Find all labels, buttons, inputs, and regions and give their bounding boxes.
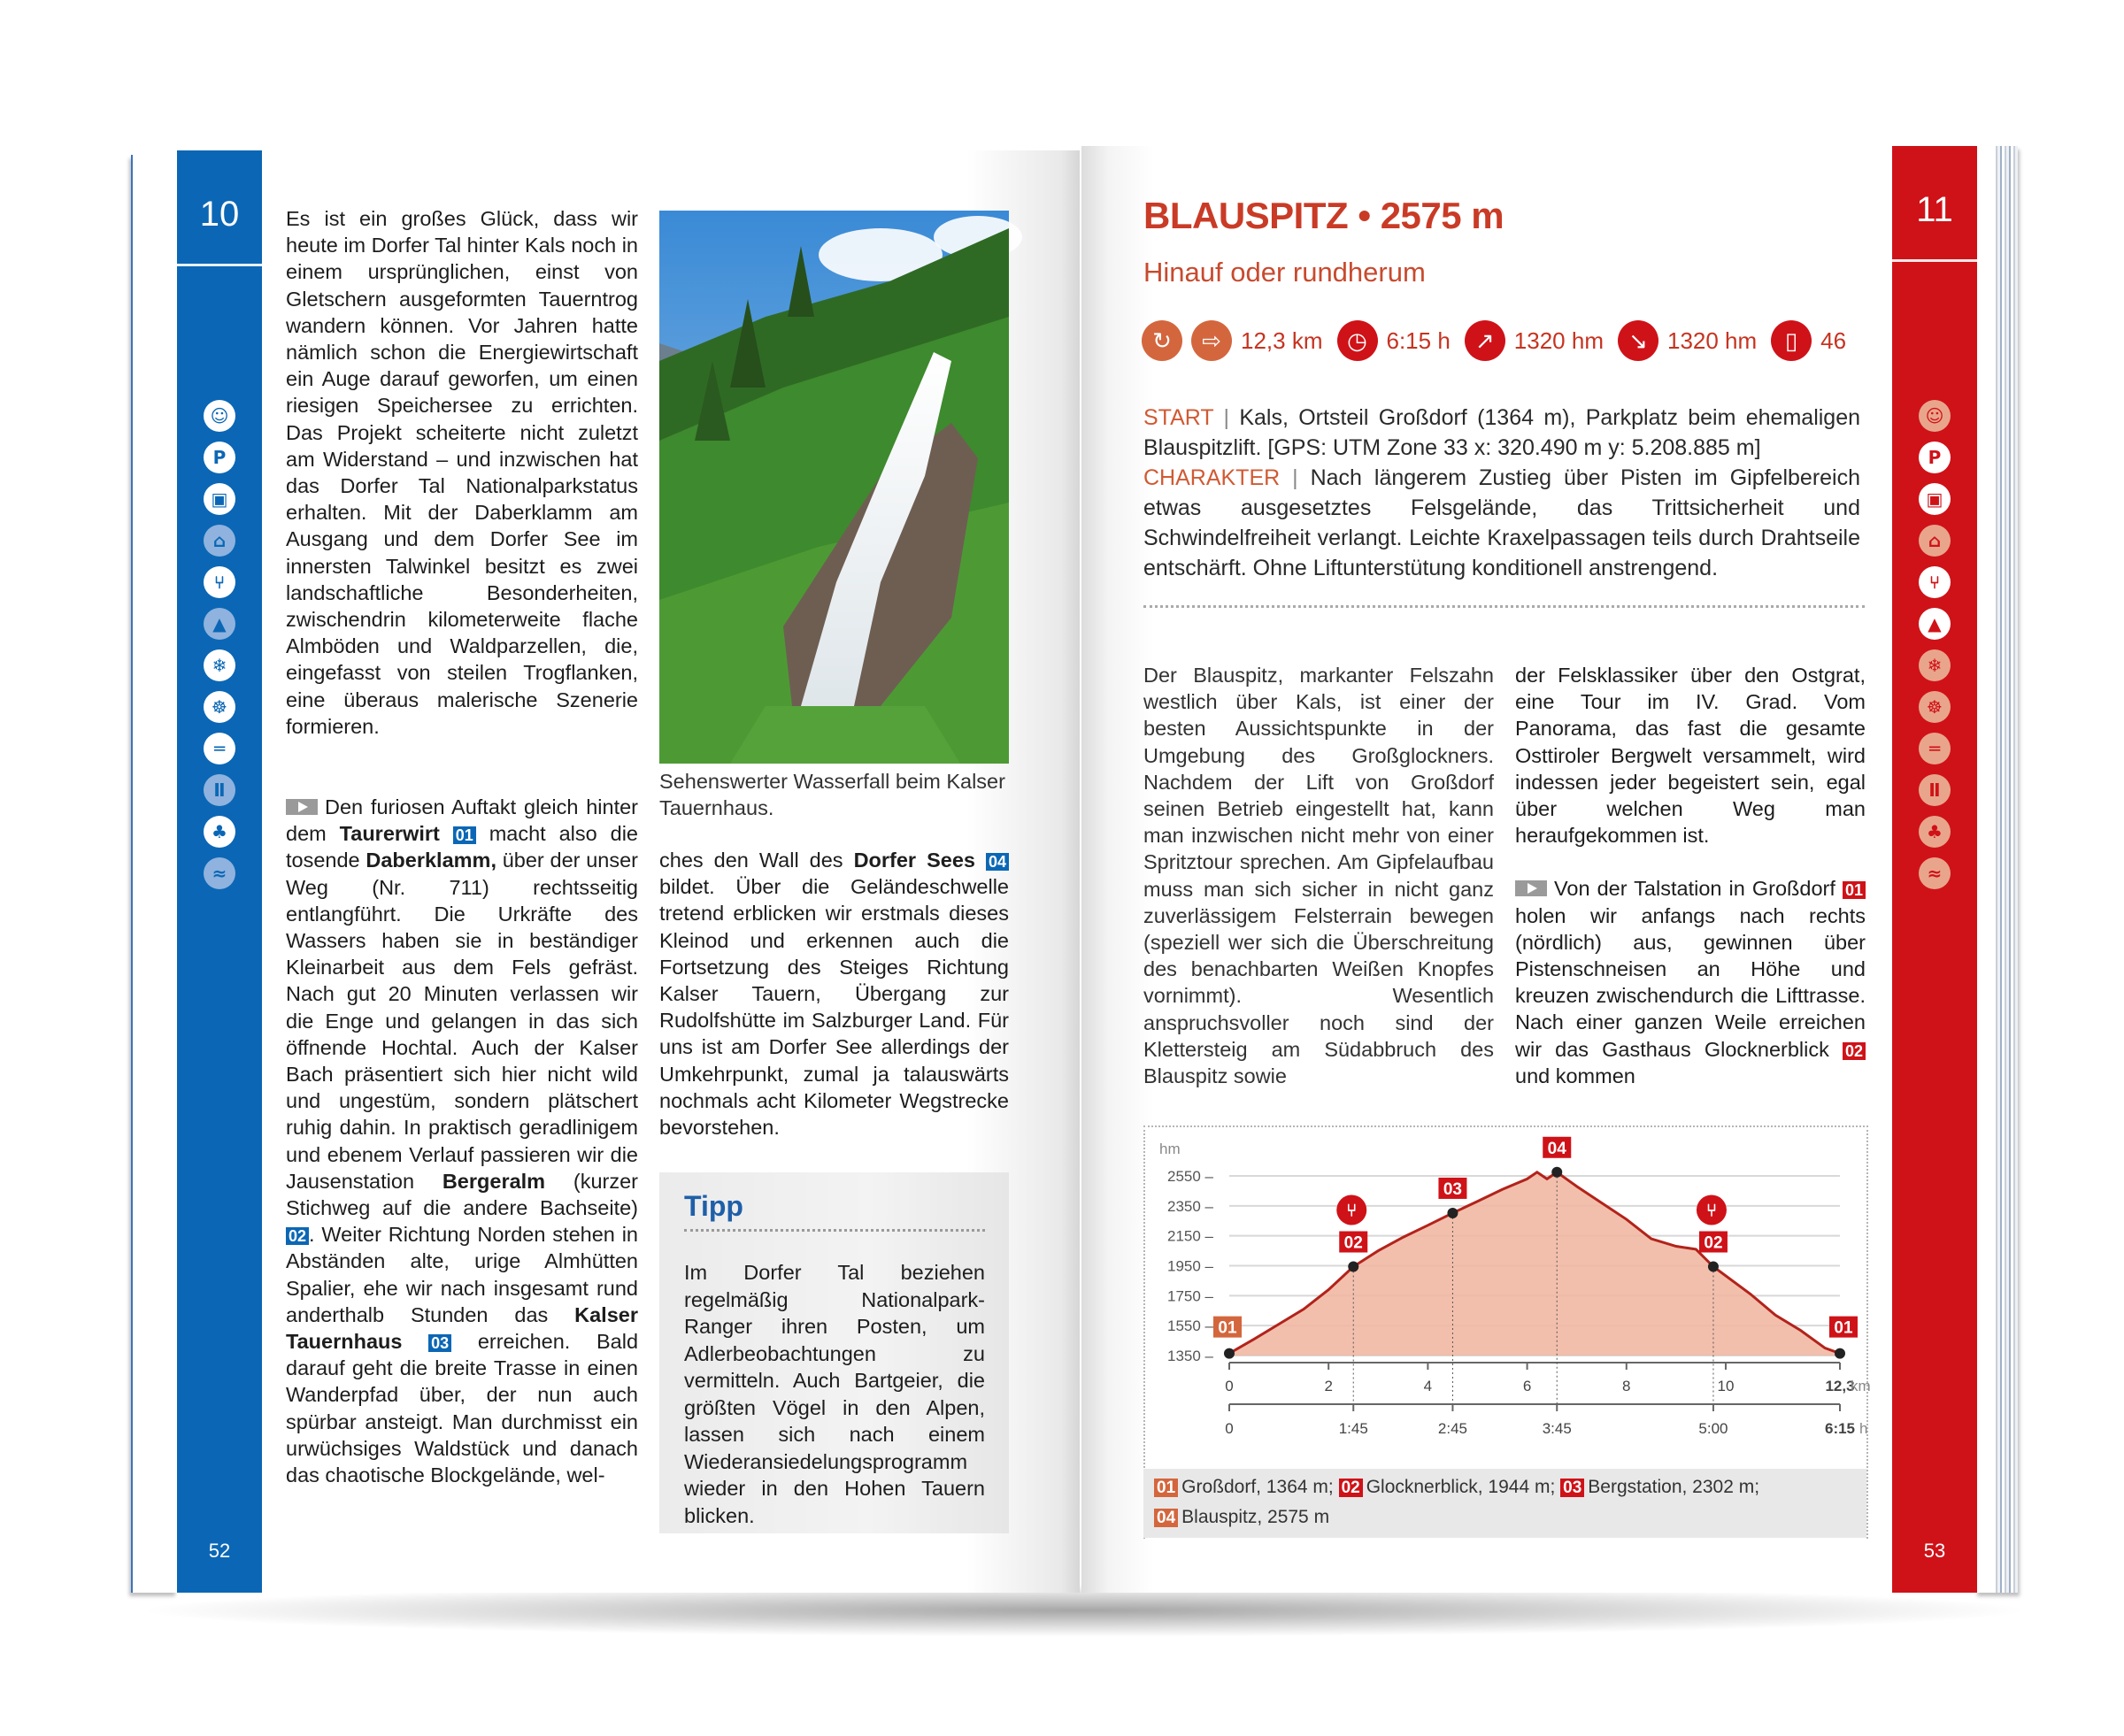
panorama-paragraph: der Felsklassiker über den Ostgrat, eine Tour im IV. Grad. Vom Panorama, das fast die gesamte Osttiroler Bergwelt versammelt, wird indessen jeder begeistert sein, egal über welchen Weg man heraufgekommen ist. xyxy=(1515,664,1866,848)
parking-icon: P xyxy=(204,442,235,473)
waypoint-marker xyxy=(1708,1262,1719,1272)
y-tick-label: 2550 – xyxy=(1167,1168,1213,1185)
duration-value: 6:15 h xyxy=(1386,326,1451,354)
x-axis-unit: km xyxy=(1851,1378,1871,1394)
waypoint-marker xyxy=(1835,1348,1845,1359)
legend-text: Blauspitz, 2575 m xyxy=(1181,1507,1330,1527)
map-pages-icon: ▯ xyxy=(1771,320,1812,361)
parking-icon: P xyxy=(1919,442,1951,473)
restaurant-glyph: ⑂ xyxy=(1705,1201,1717,1221)
right-category-icons xyxy=(1915,400,1954,899)
time-tick-label: 2:45 xyxy=(1437,1420,1467,1437)
signpost-icon: ⇨ xyxy=(1191,320,1232,361)
legend-badge: 02 xyxy=(1339,1479,1363,1497)
swim-icon: ≈ xyxy=(204,857,235,889)
museum-icon: Ⅱ xyxy=(1919,774,1951,806)
y-tick-label: 2350 – xyxy=(1167,1197,1213,1215)
right-col2-text: der Felsklassiker über den Ostgrat, eine Tour im IV. Grad. Vom Panorama, das fast die gesamte Osttiroler Bergwelt versammelt, wird indessen jeder begeistert sein, egal über welchen Weg man heraufgekommen ist. Von der Talstation in Großdorf 01 holen wir anfangs nach rechts (nördlich) aus, gewinnen über Pistenschneisen an Höhe und kreuzen zwischendurch die Lifttrasse. Nach einer ganzen Weile erreichen wir das Gasthaus Glocknerblick 02 und kommen xyxy=(1515,664,1866,1087)
route-play-icon xyxy=(286,799,318,815)
description-paragraph: Der Blauspitz, markanter Felszahn westlich über Kals, ist einer der besten Aussichtspunkte in der Umgebung des Großglockners. Nachdem der Lift von Großdorf seinen Betrieb eingestellt hat, kann man inzwischen nicht mehr von einer Spritztour sprechen. Am Gipfelaufbau muss man sich sicher in nicht ganz zuverlässigem Felsterrain bewegen (speziell wer sich die Überschreitung des benachbarten Weißen Knopfes vornimmt). Wesentlich anspruchsvoller noch sind der Klettersteig am Südabbruch des Blauspitz sowie xyxy=(1143,664,1494,1088)
waypoint-label: 01 xyxy=(1834,1318,1853,1338)
restaurant-icon: ⑂ xyxy=(1919,566,1951,598)
legend-text: Großdorf, 1364 m; xyxy=(1181,1477,1334,1497)
tour-subtitle: Hinauf oder rundherum xyxy=(1143,257,1426,288)
summit-icon: ▲ xyxy=(204,608,235,640)
swim-icon: ≈ xyxy=(1919,857,1951,889)
photo-caption: Sehenswerter Wasserfall beim Kalser Tauernhaus. xyxy=(659,770,1005,819)
page-number: 52 xyxy=(208,1540,231,1562)
waypoint-marker xyxy=(1551,1167,1562,1178)
x-tick-label: 10 xyxy=(1717,1378,1735,1394)
tree-icon: ♣ xyxy=(1919,816,1951,848)
clock-icon: ◷ xyxy=(1337,320,1378,361)
summit-icon: ▲ xyxy=(1919,608,1951,640)
cable-car-icon: ⌂ xyxy=(1919,525,1951,557)
waypoint-label: 04 xyxy=(1547,1139,1566,1158)
x-tick-label: 4 xyxy=(1423,1378,1433,1394)
distance-value: 12,3 km xyxy=(1241,326,1323,354)
loop-icon: ↻ xyxy=(1142,320,1182,361)
restaurant-icon: ⑂ xyxy=(204,566,235,598)
waypoint-label: 01 xyxy=(1218,1318,1237,1338)
bear-icon: ☺ xyxy=(204,400,235,432)
waterfall-illustration xyxy=(659,211,1009,764)
waypoint-badge: 03 xyxy=(428,1334,451,1352)
waypoint-marker xyxy=(1447,1208,1458,1218)
time-tick-label: 1:45 xyxy=(1338,1420,1368,1437)
descent-value: 1320 hm xyxy=(1666,326,1758,354)
waypoint-label: 03 xyxy=(1443,1179,1463,1199)
tab-divider xyxy=(177,264,262,266)
character-label: CHARAKTER xyxy=(1143,465,1281,490)
left-col2-text: ches den Wall des Dorfer Sees 04 bildet. Über die Geländeschwelle tretend erblicken wir erstmals dieses Kleinod und erkennen auch die Fortsetzung des Steiges Richtung Kalser Tauern, Übergang zur Rudolfshütte im Salzburger Land. Für uns ist am Dorfer See allerdings der Umkehrpunkt, zumal ja talauswärts nochmals acht Kilometer Wegstrecke bevorstehen. xyxy=(659,849,1009,1140)
route-play-icon xyxy=(1515,880,1547,896)
tip-divider xyxy=(684,1229,985,1232)
y-axis-label: hm xyxy=(1159,1141,1181,1157)
waypoint-legend xyxy=(1143,1469,1866,1538)
character-text: Nach längerem Zustieg über Pisten im Gipfelbereich etwas ausgesetztes Felsgelände, das Trittsicherheit und Schwindelfreiheit verlangt. Leichte Kraxelpassagen teils durch Drahtseile entschärft. Ohne Liftunterstütung konditionell anstrengend. xyxy=(1143,465,1861,580)
y-tick-label: 1750 – xyxy=(1167,1287,1213,1305)
waypoint-marker xyxy=(1348,1262,1358,1272)
waypoint-badge: 02 xyxy=(1843,1042,1866,1060)
snowflake-icon: ❄ xyxy=(1919,649,1951,681)
tab-divider xyxy=(1892,259,1977,262)
tip-text: Im Dorfer Tal beziehen regelmäßig Nationalpark-Ranger ihren Posten, um Adlerbeobachtungen zu vermitteln. Auch Bartgeier, die größten Vögel in den Alpen, lassen sich nach einem Wiederansiedelungsprogramm wieder in den Hohen Tauern blicken. xyxy=(684,1261,985,1527)
waypoint-badge: 04 xyxy=(986,853,1009,871)
waypoint-marker xyxy=(1224,1348,1235,1359)
waypoint-label: 02 xyxy=(1343,1233,1363,1253)
left-category-icons xyxy=(200,400,239,899)
ascent-value: 1320 hm xyxy=(1513,326,1604,354)
left-tour-tab xyxy=(177,150,262,1593)
info-divider xyxy=(1143,605,1865,608)
time-tick-label: 5:00 xyxy=(1698,1420,1728,1437)
time-axis-unit: h xyxy=(1859,1420,1868,1437)
time-tick-label: 3:45 xyxy=(1542,1420,1572,1437)
waypoint-badge: 02 xyxy=(286,1227,309,1245)
bike-icon: ☸ xyxy=(1919,691,1951,723)
legend-badge: 04 xyxy=(1154,1509,1178,1527)
waypoint-label: 02 xyxy=(1704,1233,1723,1253)
elevation-chart-svg xyxy=(1145,1127,1871,1472)
legend-text: Glocknerblick, 1944 m; xyxy=(1366,1477,1556,1497)
left-route-text: Den furiosen Auftakt gleich hinter dem Taurerwirt 01 macht also die tosende Daberklamm, über der unser Weg (Nr. 711) rechtsseitig entlangführt. Die Urkräfte des Wassers haben sie in beständiger Kleinarbeit aus dem Fels gefräst. Nach gut 20 Minuten verlassen wir die Enge und gelangen in das sich öffnende Hochtal. Auch der Kalser Bach präsentiert sich hier nicht wild und ungestüm, sondern plätschert ruhig dahin. In praktisch geradlinigem und ebenem Verlauf passieren wir die Jausenstation Bergeralm (kurzer Stichweg auf die andere Bachseite) 02 . Weiter Richtung Norden stehen in Abständen alte, urige Almhütten Spalier, ehe wir nach insgesamt rund anderthalb Stunden das Kalser Tauernhaus 03 erreichen. Bald darauf geht die breite Trasse in einen Wanderpfad über, der nun auch spürbar ansteigt. Man durchmisst ein urwüchsiges Waldstück und danach das chaotische Blockgelände, wel- xyxy=(286,795,639,1487)
tour-stats xyxy=(1142,320,1860,361)
y-tick-label: 1350 – xyxy=(1167,1348,1213,1364)
legend-text: Bergstation, 2302 m; xyxy=(1588,1477,1760,1497)
page-number: 53 xyxy=(1923,1540,1946,1562)
x-tick-label: 12,3 xyxy=(1825,1378,1855,1394)
cable-car-icon: ⌂ xyxy=(204,525,235,557)
left-intro-text xyxy=(286,205,638,740)
x-tick-label: 0 xyxy=(1225,1378,1234,1394)
tree-icon: ♣ xyxy=(204,816,235,848)
tip-title: Tipp xyxy=(684,1190,743,1222)
start-text: Kals, Ortsteil Großdorf (1364 m), Parkplatz beim ehemaligen Blauspitzlift. [GPS: UTM Zone 33 x: 320.490 m y: 5.208.885 m] xyxy=(1143,405,1861,460)
y-tick-label: 1950 – xyxy=(1167,1257,1213,1275)
restaurant-glyph: ⑂ xyxy=(1346,1201,1358,1221)
waypoint-badge: 01 xyxy=(453,826,476,844)
x-tick-label: 8 xyxy=(1622,1378,1631,1394)
elevation-area xyxy=(1229,1172,1840,1356)
legend-badge: 03 xyxy=(1560,1479,1584,1497)
x-tick-label: 2 xyxy=(1324,1378,1333,1394)
time-tick-label: 0 xyxy=(1225,1420,1234,1437)
time-tick-label: 6:15 xyxy=(1824,1420,1856,1437)
ascent-icon: ↗ xyxy=(1465,320,1505,361)
bus-icon: ▣ xyxy=(1919,483,1951,515)
tour-number: 11 xyxy=(1916,190,1953,229)
bike-icon: ☸ xyxy=(204,691,235,723)
legend-badge: 01 xyxy=(1154,1479,1178,1497)
waypoint-badge: 01 xyxy=(1843,881,1866,899)
x-tick-label: 6 xyxy=(1522,1378,1532,1394)
right-col1-text xyxy=(1143,662,1494,1089)
y-tick-label: 1550 – xyxy=(1167,1317,1213,1335)
bed-icon: ═ xyxy=(204,733,235,764)
tour-number: 10 xyxy=(199,195,240,234)
bed-icon: ═ xyxy=(1919,733,1951,764)
descent-icon: ↘ xyxy=(1618,320,1658,361)
snowflake-icon: ❄ xyxy=(204,649,235,681)
tour-title: BLAUSPITZ • 2575 m xyxy=(1143,195,1504,236)
intro-paragraph: Es ist ein großes Glück, dass wir heute im Dorfer Tal hinter Kals noch in einem ursprünglichen, einst von Gletschern ausgeformten Tauerntrog wandern können. Vor Jahren hatte nämlich schon die Energiewirtschaft ein Auge darauf geworfen, um einen riesigen Speichersee zu errichten. Das Projekt scheiterte nicht zuletzt am Widerstand – und inzwischen hat das Dorfer Tal Nationalparkstatus erhalten. Mit der Daberklamm am Ausgang und dem Dorfer See im innersten Talwinkel besitzt es zwei landschaftliche Besonderheiten, zwischendrin kilometerweite flache Almböden und Waldparzellen, die, eingefasst von steilen Trogflanken, eine überaus malerische Szenerie formieren. xyxy=(286,207,638,738)
map-page-value: 46 xyxy=(1820,326,1847,354)
y-tick-label: 2150 – xyxy=(1167,1227,1213,1245)
museum-icon: Ⅱ xyxy=(204,774,235,806)
tip-box xyxy=(659,1172,1009,1533)
tour-info: START | Kals, Ortsteil Großdorf (1364 m), Parkplatz beim ehemaligen Blauspitzlift. [GPS: UTM Zone 33 x: 320.490 m y: 5.208.885 m] CHARAKTER | Nach längerem Zustieg über Pisten im Gipfelbereich etwas ausgesetztes Felsgelände, das Trittsicherheit und Schwindelfreiheit verlangt. Leichte Kraxelpassagen teils durch Drahtseile entschärft. Ohne Liftunterstütung konditionell anstrengend. xyxy=(1143,405,1861,580)
bear-icon: ☺ xyxy=(1919,400,1951,432)
waterfall-photo xyxy=(659,211,1009,764)
bus-icon: ▣ xyxy=(204,483,235,515)
start-label: START xyxy=(1143,405,1214,430)
right-tour-tab xyxy=(1892,146,1977,1593)
